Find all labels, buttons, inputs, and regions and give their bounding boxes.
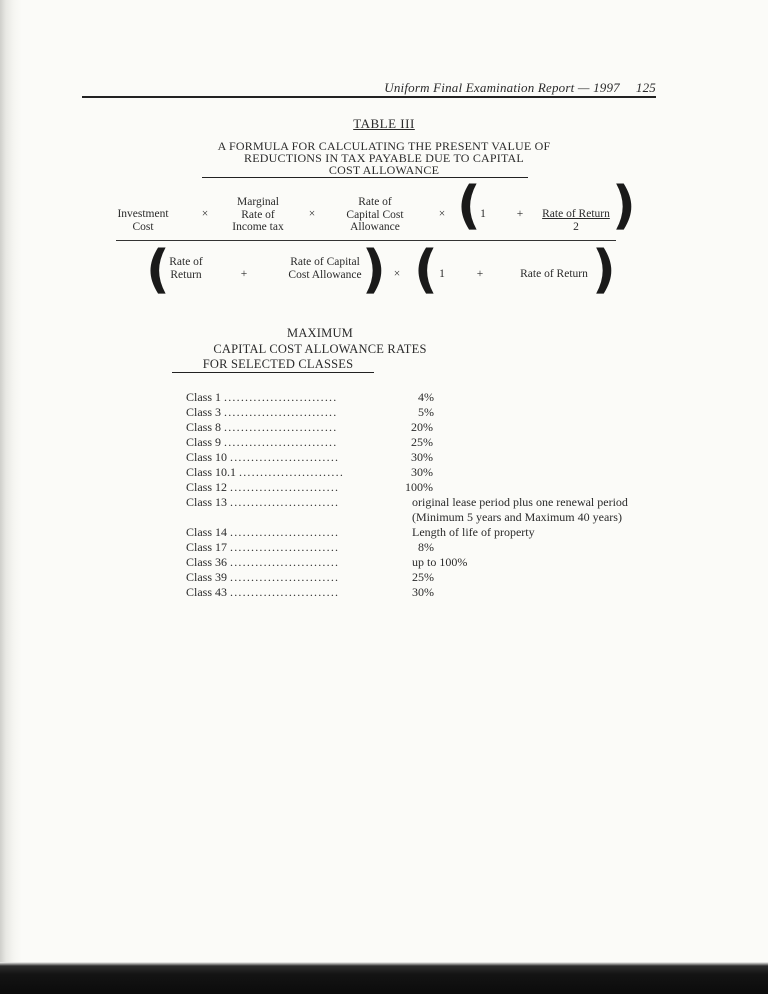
right-parenthesis: ) bbox=[592, 240, 616, 300]
times-sign: × bbox=[438, 208, 446, 220]
max-rates-title-line-1: MAXIMUM bbox=[287, 326, 353, 340]
left-parenthesis: ( bbox=[414, 240, 438, 300]
max-rates-title-line-2: CAPITAL COST ALLOWANCE RATES bbox=[213, 342, 427, 356]
page-number: 125 bbox=[635, 80, 656, 95]
rate-value: Length of life of property bbox=[412, 525, 535, 539]
rate-value: 5% bbox=[418, 405, 434, 419]
running-title: Uniform Final Examination Report — 1997 bbox=[384, 80, 620, 95]
plus-sign: + bbox=[476, 268, 484, 280]
list-item: Class 12 .......................... bbox=[186, 480, 340, 494]
scan-bottom-shadow bbox=[0, 962, 768, 994]
list-item: Class 17 .......................... bbox=[186, 540, 340, 554]
rate-value: 30% bbox=[412, 585, 434, 599]
list-item: Class 39 .......................... bbox=[186, 570, 340, 584]
numeral-one: 1 bbox=[439, 268, 445, 280]
plus-sign: + bbox=[240, 268, 248, 280]
rate-value: 25% bbox=[411, 435, 433, 449]
marginal-rate-of-income-tax: Marginal Rate of Income tax bbox=[232, 196, 284, 233]
left-parenthesis: ( bbox=[146, 240, 170, 300]
left-parenthesis: ( bbox=[457, 176, 481, 236]
plus-sign: + bbox=[516, 208, 524, 220]
max-rates-title-line-3: FOR SELECTED CLASSES bbox=[202, 357, 354, 371]
rate-value: original lease period plus one renewal period bbox=[412, 495, 628, 509]
running-header bbox=[330, 80, 656, 96]
rate-value: 25% bbox=[412, 570, 434, 584]
rate-of-capital-cost-allowance: Rate of Capital Cost Allowance bbox=[346, 196, 404, 233]
formula-title-line-3: COST ALLOWANCE bbox=[328, 163, 440, 177]
formula-title-line-1: A FORMULA FOR CALCULATING THE PRESENT VALUE OF bbox=[217, 139, 551, 153]
list-item: Class 10 .......................... bbox=[186, 450, 340, 464]
times-sign: × bbox=[201, 208, 209, 220]
table-label: TABLE III bbox=[353, 116, 415, 131]
max-rates-title-rule bbox=[172, 372, 374, 373]
rate-value: 4% bbox=[418, 390, 434, 404]
times-sign: × bbox=[308, 208, 316, 220]
list-item: Class 36 .......................... bbox=[186, 555, 340, 569]
rate-note: (Minimum 5 years and Maximum 40 years) bbox=[412, 510, 622, 524]
rate-value: 100% bbox=[405, 480, 433, 494]
list-item: Class 1 ........................... bbox=[186, 390, 338, 404]
list-item: Class 13 .......................... bbox=[186, 495, 340, 509]
formula-title bbox=[0, 140, 768, 176]
list-item: Class 43 .......................... bbox=[186, 585, 340, 599]
list-item: Class 14 .......................... bbox=[186, 525, 340, 539]
rate-of-return-denominator: Rate of Return bbox=[169, 256, 203, 281]
numeral-one: 1 bbox=[480, 208, 486, 220]
right-parenthesis: ) bbox=[362, 240, 386, 300]
rate-value: 8% bbox=[418, 540, 434, 554]
right-parenthesis: ) bbox=[612, 176, 636, 236]
list-item: Class 9 ........................... bbox=[186, 435, 338, 449]
header-rule bbox=[82, 96, 656, 98]
times-sign: × bbox=[393, 268, 401, 280]
list-item: Class 3 ........................... bbox=[186, 405, 338, 419]
rate-value: 30% bbox=[411, 450, 433, 464]
rate-of-capital-cost-allowance-denominator: Rate of Capital Cost Allowance bbox=[288, 256, 362, 281]
rate-value: up to 100% bbox=[412, 555, 468, 569]
half-rate-of-return-fraction: Rate of Return 2 bbox=[542, 208, 610, 233]
formula-title-line-2: REDUCTIONS IN TAX PAYABLE DUE TO CAPITAL bbox=[244, 151, 524, 165]
rate-value: 20% bbox=[411, 420, 433, 434]
list-item: Class 8 ........................... bbox=[186, 420, 338, 434]
rate-of-return-denominator: Rate of Return bbox=[520, 268, 588, 280]
rate-value: 30% bbox=[411, 465, 433, 479]
investment-cost: Investment Cost bbox=[117, 208, 169, 233]
list-item: Class 10.1 ......................... bbox=[186, 465, 345, 479]
